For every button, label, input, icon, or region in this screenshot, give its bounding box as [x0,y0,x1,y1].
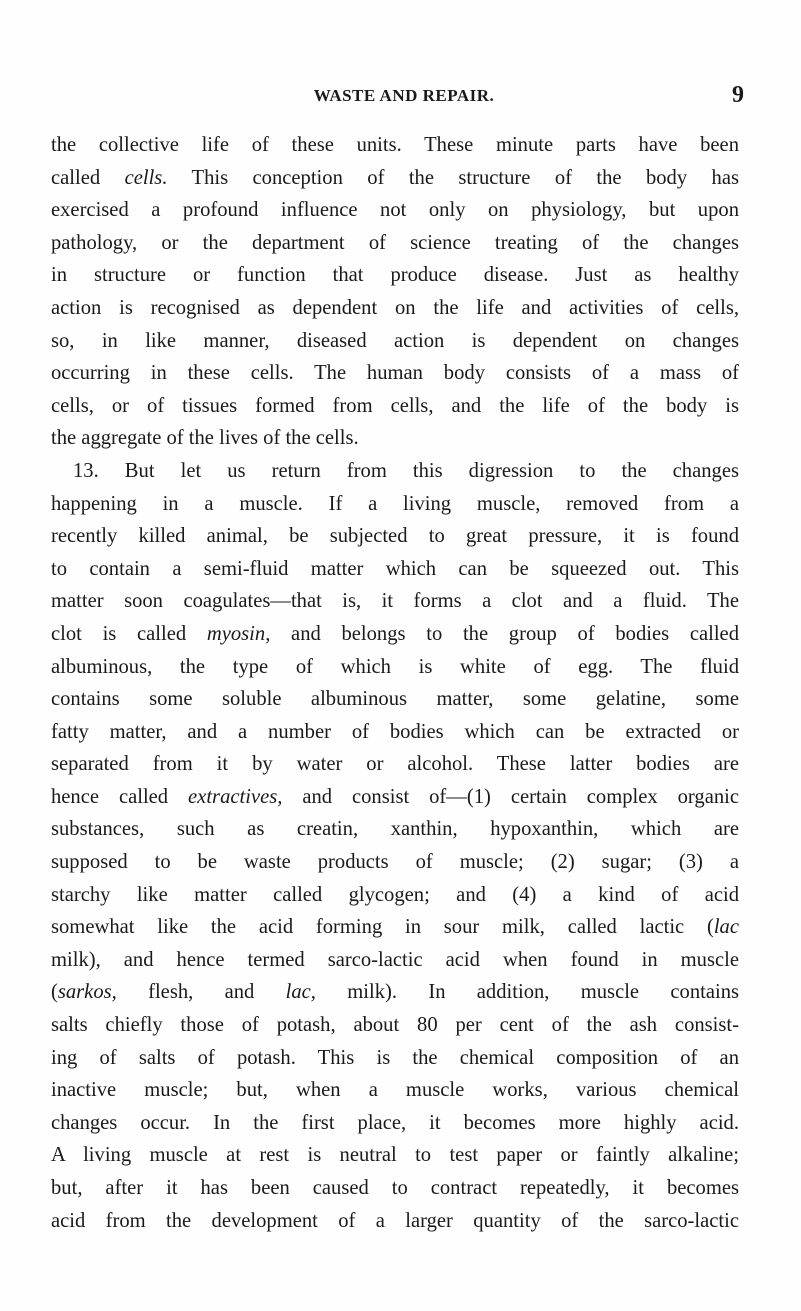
text-segment: to contain a semi-fluid matter which can be squeezed out. This [51,557,739,580]
text-line [51,553,739,586]
text-line [51,488,739,521]
text-segment: action is recognised as dependent on the life and activities of cells, [51,296,739,319]
text-segment: recently killed animal, be subjected to great pressure, it is found [51,525,739,548]
text-segment: albuminous, the type of which is white of egg. The fluid [51,655,739,678]
italic-term: cells. [124,166,168,189]
italic-term: lac, [285,981,316,1004]
italic-term: lac [713,916,739,939]
text-segment: fatty matter, and a number of bodies which can be extracted or [51,720,739,743]
text-segment: 13. But let us return from this digression to the changes [73,459,739,482]
text-segment: separated from it by water or alcohol. These latter bodies are [51,753,739,776]
text-segment: changes occur. In the first place, it becomes more highly acid. [51,1111,739,1134]
text-segment: clot is called [51,622,207,645]
text-line [51,585,739,618]
text-segment: but, after it has been caused to contract repeatedly, it becomes [51,1177,739,1199]
text-segment: substances, such as creatin, xanthin, hypoxanthin, which are [51,818,739,841]
text-line [51,813,739,846]
text-segment: the aggregate of the lives of the cells. [51,427,359,450]
text-line [51,1074,739,1107]
text-segment: somewhat like the acid forming in sour milk, called lactic ( [51,916,714,939]
text-segment: ing of salts of potash. This is the chemical composition of an [51,1046,739,1069]
text-line [51,683,739,716]
text-segment: starchy like matter called glycogen; and (4) a kind of acid [51,883,739,906]
running-title: WASTE AND REPAIR. [313,86,495,105]
text-line [51,259,739,292]
text-segment: the collective life of these units. These minute parts have been [51,134,739,156]
text-segment: A living muscle at rest is neutral to test paper or faintly alkaline; [51,1144,739,1167]
text-segment: so, in like manner, diseased action is dependent on changes [51,329,739,352]
text-line [51,520,739,553]
text-line [51,1107,739,1140]
text-segment: in structure or function that produce disease. Just as healthy [51,264,739,287]
text-line [51,976,739,1009]
text-line [51,1172,739,1205]
text-line [51,325,739,358]
text-segment: contains some soluble albuminous matter, some gelatine, some [51,688,739,711]
text-line [51,846,739,879]
text-line [51,651,739,684]
text-segment: This conception of the structure of the body has [167,166,740,189]
text-line [51,455,739,488]
text-line [51,716,739,749]
text-line [51,194,739,227]
text-segment: supposed to be waste products of muscle; (2) sugar; (3) a [51,851,739,874]
text-segment: and consist of—(1) certain complex organic [282,785,739,808]
text-segment: hence called [51,785,189,808]
text-line [51,748,739,781]
text-line [51,1009,739,1042]
text-segment: milk). In addition, muscle contains [315,981,740,1004]
text-segment: happening in a muscle. If a living muscle, removed from a [51,492,739,515]
text-segment: called [51,166,125,189]
text-line [51,1042,739,1075]
text-line [51,879,739,912]
body-text [51,129,739,1237]
text-segment: pathology, or the department of science treating of the changes [51,231,739,254]
text-segment: flesh, and [116,981,286,1004]
text-segment: and belongs to the group of bodies called [270,622,739,645]
text-line [51,1205,739,1238]
italic-term: extractives, [188,785,283,808]
text-line [51,911,739,944]
text-line [51,422,739,455]
text-segment: occurring in these cells. The human body consists of a mass of [51,362,739,385]
text-segment: ( [51,981,58,1004]
text-line [51,390,739,423]
text-line [51,618,739,651]
text-segment: exercised a profound influence not only on physiology, but upon [51,199,739,222]
text-line [51,781,739,814]
text-segment: matter soon coagulates—that is, it forms a clot and a fluid. The [51,590,739,613]
italic-term: sarkos, [57,981,117,1004]
text-segment: inactive muscle; but, when a muscle works, various chemical [51,1079,739,1102]
text-segment: cells, or of tissues formed from cells, and the life of the body is [51,394,739,417]
text-line [51,292,739,325]
text-line [51,227,739,260]
text-line [51,1139,739,1172]
text-segment: salts chiefly those of potash, about 80 per cent of the ash consist- [51,1014,739,1037]
italic-term: myosin, [206,622,271,645]
text-segment: milk), and hence termed sarco-lactic acid when found in muscle [51,948,739,971]
text-segment: acid from the development of a larger quantity of the sarco-lactic [51,1209,739,1232]
text-line [51,129,739,162]
text-line [51,944,739,977]
page-number: 9 [732,82,744,108]
text-line [51,162,739,195]
text-line [51,357,739,390]
running-head [64,82,744,112]
